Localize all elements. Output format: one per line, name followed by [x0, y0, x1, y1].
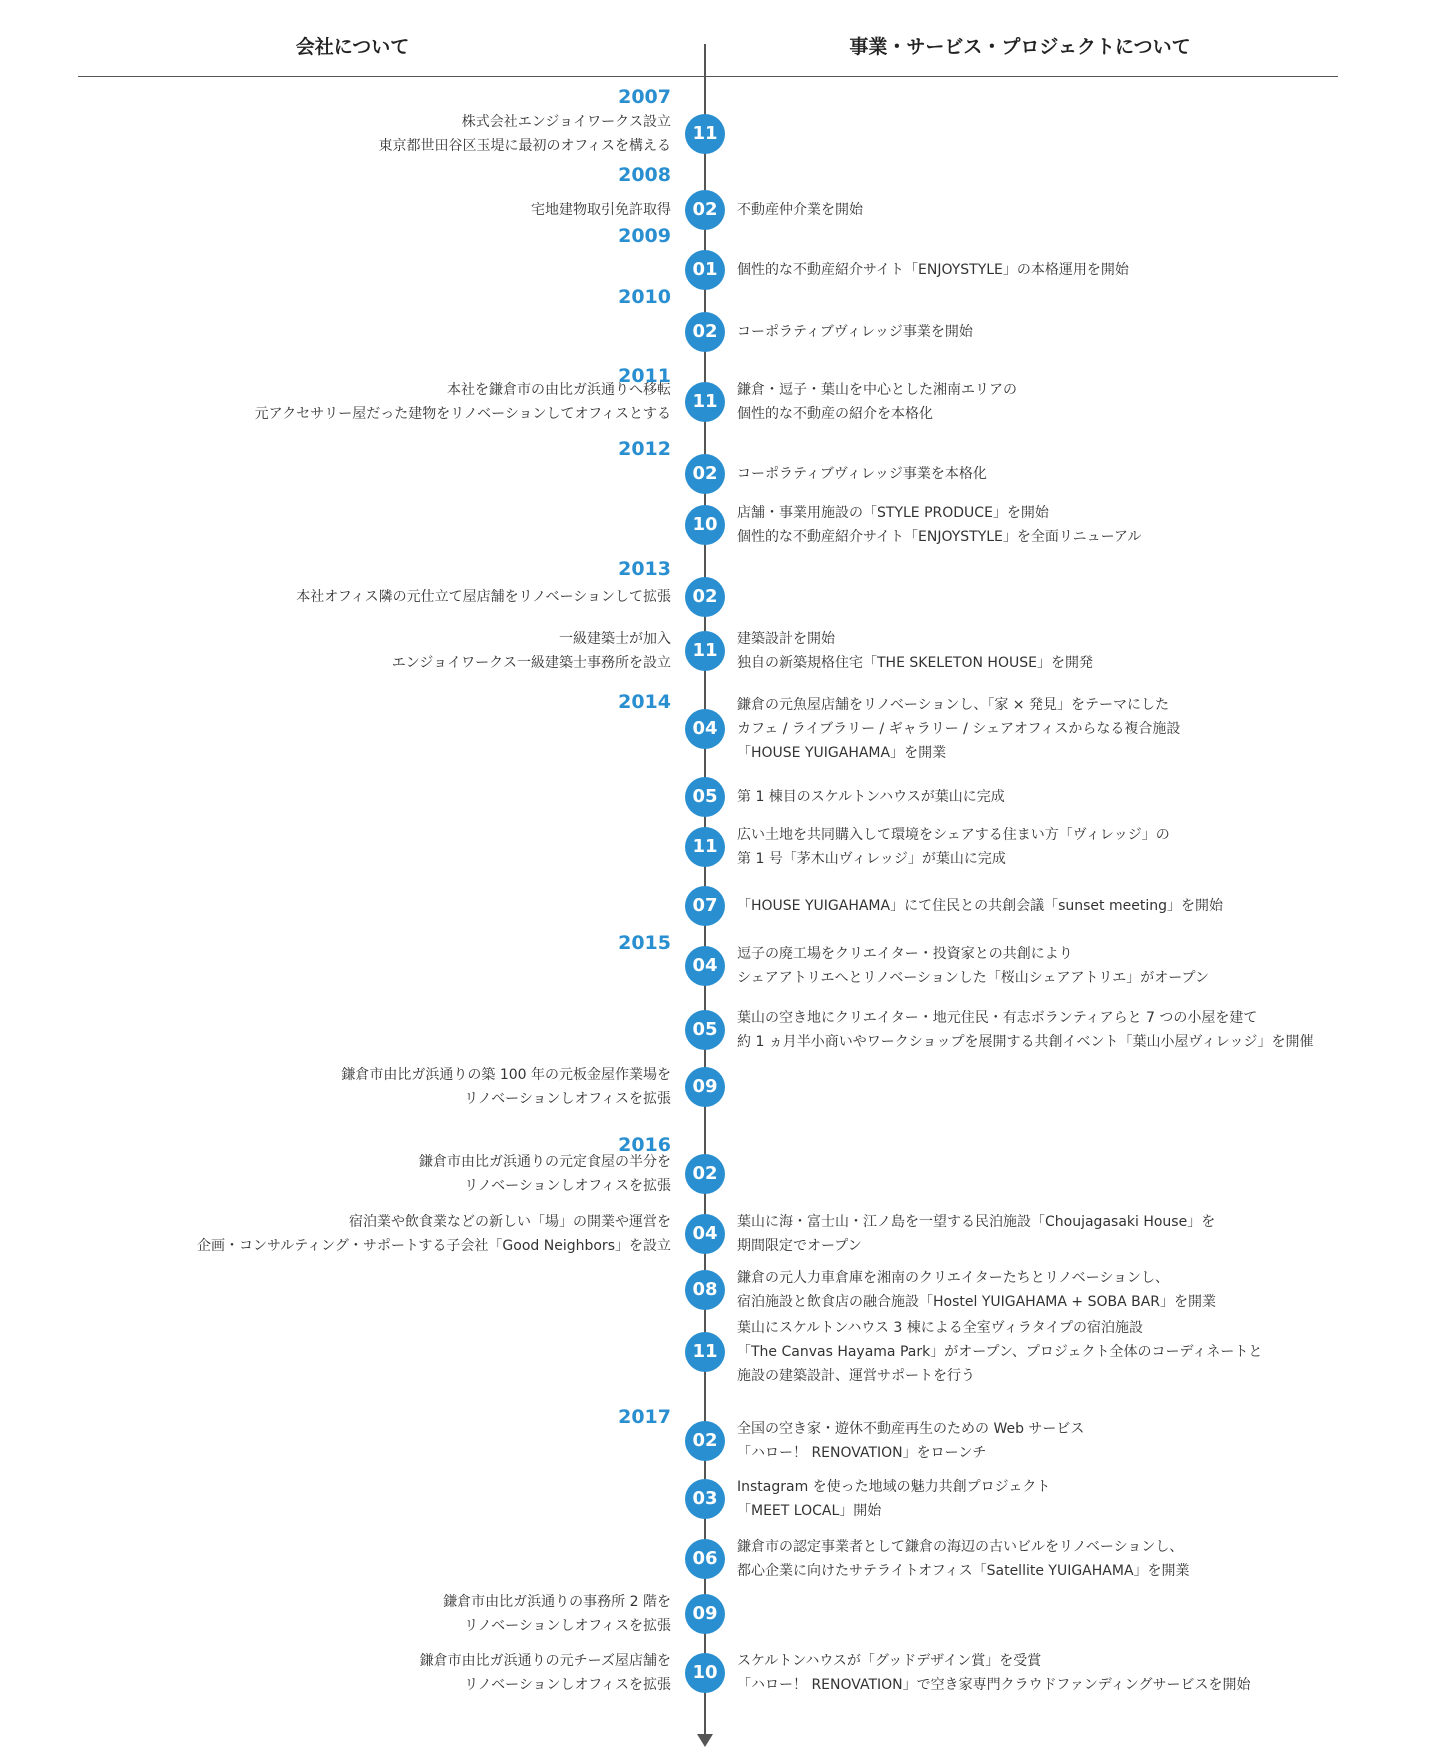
business-event-line: 宿泊施設と飲食店の融合施設「Hostel YUIGAHAMA + SOBA BAR」を開業	[737, 1294, 1217, 1310]
business-event-line: 葉山に海・富士山・江ノ島を一望する民泊施設「Choujagasaki House」を	[737, 1214, 1216, 1230]
business-event-line: シェアアトリエへとリノベーションした「桜山シェアアトリエ」がオープン	[737, 970, 1209, 986]
business-event	[737, 785, 1005, 809]
year-label: 2009	[618, 225, 671, 247]
year-label: 2008	[618, 164, 671, 186]
company-event-line: 鎌倉市由比ガ浜通りの事務所 2 階を	[443, 1594, 671, 1610]
business-event	[737, 1316, 1262, 1388]
year-label: 2010	[618, 286, 671, 308]
year-label: 2016	[618, 1134, 671, 1156]
business-event	[737, 1649, 1251, 1697]
month-marker: 02	[685, 1421, 725, 1461]
company-event-line: リノベーションしオフィスを拡張	[464, 1677, 671, 1693]
month-marker: 01	[685, 250, 725, 290]
company-event-line: リノベーションしオフィスを拡張	[464, 1178, 671, 1194]
month-marker: 03	[685, 1479, 725, 1519]
month-marker: 04	[685, 709, 725, 749]
year-label: 2012	[618, 438, 671, 460]
month-marker: 09	[685, 1067, 725, 1107]
business-event-line: 個性的な不動産の紹介を本格化	[737, 406, 933, 422]
company-event-line: 鎌倉市由比ガ浜通りの元チーズ屋店舗を	[419, 1653, 671, 1669]
month-marker: 11	[685, 1332, 725, 1372]
business-event-line: 期間限定でオープン	[737, 1238, 862, 1254]
company-event-line: 企画・コンサルティング・サポートする子会社「Good Neighbors」を設立	[196, 1238, 671, 1254]
month-marker: 08	[685, 1270, 725, 1310]
year-label: 2013	[618, 558, 671, 580]
month-marker: 02	[685, 312, 725, 352]
company-event-line: 本社オフィス隣の元仕立て屋店舗をリノベーションして拡張	[296, 589, 671, 605]
month-marker: 02	[685, 190, 725, 230]
business-event-line: 都心企業に向けたサテライトオフィス「Satellite YUIGAHAMA」を開業	[737, 1563, 1190, 1579]
business-event-line: コーポラティブヴィレッジ事業を開始	[737, 324, 973, 340]
business-event	[737, 627, 1093, 675]
month-marker: 10	[685, 505, 725, 545]
month-marker: 11	[685, 827, 725, 867]
business-event	[737, 462, 987, 486]
month-marker: 11	[685, 631, 725, 671]
business-event	[737, 1475, 1050, 1523]
company-event	[443, 1590, 671, 1638]
month-marker: 09	[685, 1594, 725, 1634]
business-event	[737, 942, 1209, 990]
business-event	[737, 1210, 1215, 1258]
business-event-line: 「MEET LOCAL」開始	[737, 1503, 882, 1519]
column-header-company: 会社について	[295, 36, 410, 58]
company-event-line: 宅地建物取引免許取得	[531, 202, 671, 218]
month-marker: 05	[685, 1010, 725, 1050]
business-event-line: 「HOUSE YUIGAHAMA」にて住民との共創会議「sunset meeting」を開始	[737, 898, 1223, 914]
timeline-arrow-icon	[697, 1734, 713, 1747]
business-event-line: 「ハロー！ RENOVATION」をローンチ	[737, 1445, 987, 1461]
business-event-line: 広い土地を共同購入して環境をシェアする住まい方「ヴィレッジ」の	[737, 827, 1170, 843]
business-event	[737, 198, 863, 222]
business-event-line: 建築設計を開始	[737, 631, 835, 647]
business-event-line: Instagram を使った地域の魅力共創プロジェクト	[737, 1479, 1051, 1495]
business-event-line: 鎌倉市の認定事業者として鎌倉の海辺の古いビルをリノベーションし、	[737, 1539, 1184, 1555]
company-event-line: リノベーションしオフィスを拡張	[464, 1091, 671, 1107]
business-event-line: 第 1 号「茅木山ヴィレッジ」が葉山に完成	[737, 851, 1006, 867]
business-event	[737, 1535, 1190, 1583]
business-event-line: 不動産仲介業を開始	[737, 202, 863, 218]
year-label: 2007	[618, 86, 671, 108]
business-event	[737, 320, 973, 344]
business-event-line: 「ハロー！ RENOVATION」で空き家専門クラウドファンディングサービスを開始	[737, 1677, 1251, 1693]
company-event	[296, 585, 671, 609]
year-label: 2011	[618, 365, 671, 387]
business-event-line: 「HOUSE YUIGAHAMA」を開業	[737, 745, 947, 761]
business-event-line: 葉山にスケルトンハウス 3 棟による全室ヴィラタイプの宿泊施設	[737, 1320, 1144, 1336]
month-marker: 06	[685, 1539, 725, 1579]
month-marker: 07	[685, 886, 725, 926]
company-event-line: 株式会社エンジョイワークス設立	[461, 114, 671, 130]
business-event	[737, 693, 1180, 765]
business-event-line: 逗子の廃工場をクリエイター・投資家との共創により	[737, 946, 1073, 962]
business-event-line: スケルトンハウスが「グッドデザイン賞」を受賞	[737, 1653, 1042, 1669]
month-marker: 02	[685, 1154, 725, 1194]
business-event-line: 店舗・事業用施設の「STYLE PRODUCE」を開始	[737, 505, 1049, 521]
month-marker: 04	[685, 1214, 725, 1254]
month-marker: 11	[685, 114, 725, 154]
business-event	[737, 501, 1141, 549]
company-event	[255, 378, 671, 426]
company-event-line: 一級建築士が加入	[559, 631, 671, 647]
column-header-business: 事業・サービス・プロジェクトについて	[849, 36, 1191, 58]
company-event-line: 元アクセサリー屋だった建物をリノベーションしてオフィスとする	[254, 406, 671, 422]
company-event	[392, 627, 671, 675]
month-marker: 02	[685, 454, 725, 494]
company-event	[419, 1150, 671, 1198]
business-event-line: 第 1 棟目のスケルトンハウスが葉山に完成	[737, 789, 1005, 805]
business-event-line: 独自の新築規格住宅「THE SKELETON HOUSE」を開発	[737, 655, 1093, 671]
company-event-line: 本社を鎌倉市の由比ガ浜通りへ移転	[447, 382, 671, 398]
company-event	[341, 1063, 671, 1111]
company-event-line: 東京都世田谷区玉堤に最初のオフィスを構える	[378, 138, 671, 154]
month-marker: 02	[685, 577, 725, 617]
business-event	[737, 823, 1170, 871]
header-divider	[78, 76, 1338, 77]
year-label: 2017	[618, 1406, 671, 1428]
month-marker: 11	[685, 382, 725, 422]
business-event-line: 「The Canvas Hayama Park」がオープン、プロジェクト全体のコーディネートと	[737, 1344, 1263, 1360]
company-event	[197, 1210, 671, 1258]
year-label: 2015	[618, 932, 671, 954]
business-event-line: コーポラティブヴィレッジ事業を本格化	[737, 466, 987, 482]
company-event-line: 鎌倉市由比ガ浜通りの元定食屋の半分を	[419, 1154, 671, 1170]
business-event-line: 約 1 ヵ月半小商いやワークショップを展開する共創イベント「葉山小屋ヴィレッジ」を開催	[737, 1034, 1314, 1050]
business-event-line: 施設の建築設計、運営サポートを行う	[737, 1368, 975, 1384]
month-marker: 04	[685, 946, 725, 986]
business-event	[737, 894, 1223, 918]
business-event-line: 鎌倉の元人力車倉庫を湘南のクリエイターたちとリノベーションし、	[737, 1270, 1170, 1286]
company-event	[531, 198, 671, 222]
business-event	[737, 258, 1129, 282]
business-event-line: 葉山の空き地にクリエイター・地元住民・有志ボランティアらと 7 つの小屋を建て	[737, 1010, 1258, 1026]
business-event-line: カフェ / ライブラリー / ギャラリー / シェアオフィスからなる複合施設	[737, 721, 1181, 737]
business-event-line: 鎌倉の元魚屋店舗をリノベーションし、「家 × 発見」をテーマにした	[737, 697, 1169, 713]
business-event-line: 個性的な不動産紹介サイト「ENJOYSTYLE」の本格運用を開始	[737, 262, 1129, 278]
month-marker: 05	[685, 777, 725, 817]
company-event	[379, 110, 671, 158]
month-marker: 10	[685, 1653, 725, 1693]
business-event	[737, 1417, 1084, 1465]
company-event-line: 鎌倉市由比ガ浜通りの築 100 年の元板金屋作業場を	[341, 1067, 671, 1083]
company-event-line: リノベーションしオフィスを拡張	[464, 1618, 671, 1634]
business-event	[737, 378, 1017, 426]
business-event-line: 個性的な不動産紹介サイト「ENJOYSTYLE」を全面リニューアル	[737, 529, 1142, 545]
company-event-line: 宿泊業や飲食業などの新しい「場」の開業や運営を	[349, 1214, 671, 1230]
company-event-line: エンジョイワークス一級建築士事務所を設立	[391, 655, 671, 671]
year-label: 2014	[618, 691, 671, 713]
business-event	[737, 1266, 1216, 1314]
business-event-line: 鎌倉・逗子・葉山を中心とした湘南エリアの	[737, 382, 1017, 398]
business-event-line: 全国の空き家・遊休不動産再生のための Web サービス	[737, 1421, 1085, 1437]
business-event	[737, 1006, 1314, 1054]
company-event	[420, 1649, 671, 1697]
